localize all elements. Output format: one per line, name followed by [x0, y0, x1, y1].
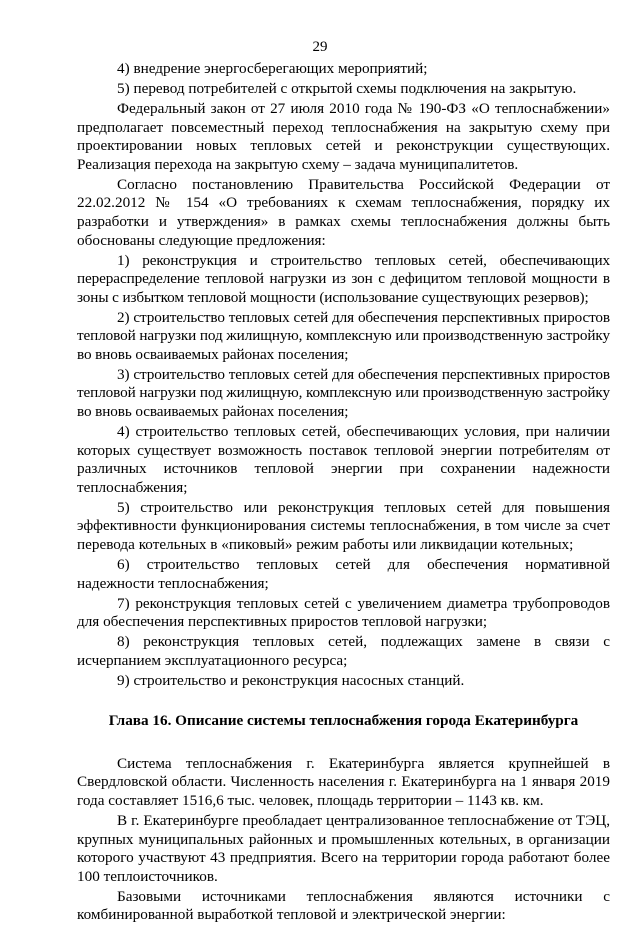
proposal-item-2: 2) строительство тепловых сетей для обеспечения перспективных приростов тепловой нагрузки под жилищную, комплексную или производственную застройку во вновь осваиваемых районах поселения; [77, 308, 610, 363]
proposal-item-3: 3) строительство тепловых сетей для обеспечения перспективных приростов тепловой нагрузки под жилищную, комплексную или производственную застройку во вновь осваиваемых районах поселения; [77, 365, 610, 421]
proposal-item-5: 5) строительство или реконструкция тепловых сетей для повышения эффективности функционирования системы теплоснабжения, в том числе за счет перевода котельных в «пиковый» режим работы или ликвидации котельных; [77, 498, 610, 553]
chapter-heading: Глава 16. Описание системы теплоснабжения города Екатеринбурга [108, 712, 579, 730]
page-number: 29 [312, 39, 328, 55]
proposal-item-9: 9) строительство и реконструкция насосных станций. [117, 671, 465, 689]
proposal-item-4: 4) строительство тепловых сетей, обеспечивающих условия, при наличии которых существует возможность поставок тепловой энергии потребителям от различных источников тепловой энергии при сохранении надежности теплоснабжения; [77, 423, 610, 496]
list-item-energy-saving: 4) внедрение энергосберегающих мероприятий; [117, 60, 428, 77]
proposal-item-1: 1) реконструкция и строительство тепловых сетей, обеспечивающих перераспределение тепловой нагрузки из зон с дефицитом тепловой мощности в зоны с избытком тепловой мощности (использование существующих резервов); [77, 251, 610, 306]
proposal-item-8: 8) реконструкция тепловых сетей, подлежащих замене в связи с исчерпанием эксплуатационного ресурса; [77, 633, 610, 669]
paragraph-centralized-supply: В г. Екатеринбурге преобладает централизованное теплоснабжение от ТЭЦ, крупных муниципальных районных и промышленных котельных, в организации которого участвуют 43 предприятия. Всего на территории города работают более 100 теплоисточников. [77, 812, 610, 885]
list-item-closed-scheme: 5) перевод потребителей с открытой схемы подключения на закрытую. [117, 79, 577, 97]
paragraph-resolution: Согласно постановлению Правительства Российской Федерации от 22.02.2012 № 154 «О требованиях к схемам теплоснабжения, порядку их разработки и утверждения» в рамках схемы теплоснабжения должны быть обоснованы следующие предложения: [77, 175, 610, 249]
document-body [77, 60, 610, 926]
paragraph-federal-law: Федеральный закон от 27 июля 2010 года № 190-ФЗ «О теплоснабжении» предполагает повсеместный переход теплоснабжения на закрытую схему при проектировании новых тепловых сетей и реконструкции существующих. Реализация перехода на закрытую схему – задача муниципалитетов. [77, 99, 610, 173]
paragraph-base-sources: Базовыми источниками теплоснабжения являются источники с комбинированной выработкой тепловой и электрической энергии: [77, 887, 610, 924]
proposal-item-7: 7) реконструкция тепловых сетей с увеличением диаметра трубопроводов для обеспечения перспективных приростов тепловой нагрузки; [77, 594, 610, 631]
proposal-item-6: 6) строительство тепловых сетей для обеспечения нормативной надежности теплоснабжения; [77, 555, 610, 592]
paragraph-system-overview: Система теплоснабжения г. Екатеринбурга является крупнейшей в Свердловской области. Численность населения г. Екатеринбурга на 1 января 2019 года составляет 1516,6 тыс. человек, площадь территории – 1143 кв. км. [77, 754, 610, 810]
